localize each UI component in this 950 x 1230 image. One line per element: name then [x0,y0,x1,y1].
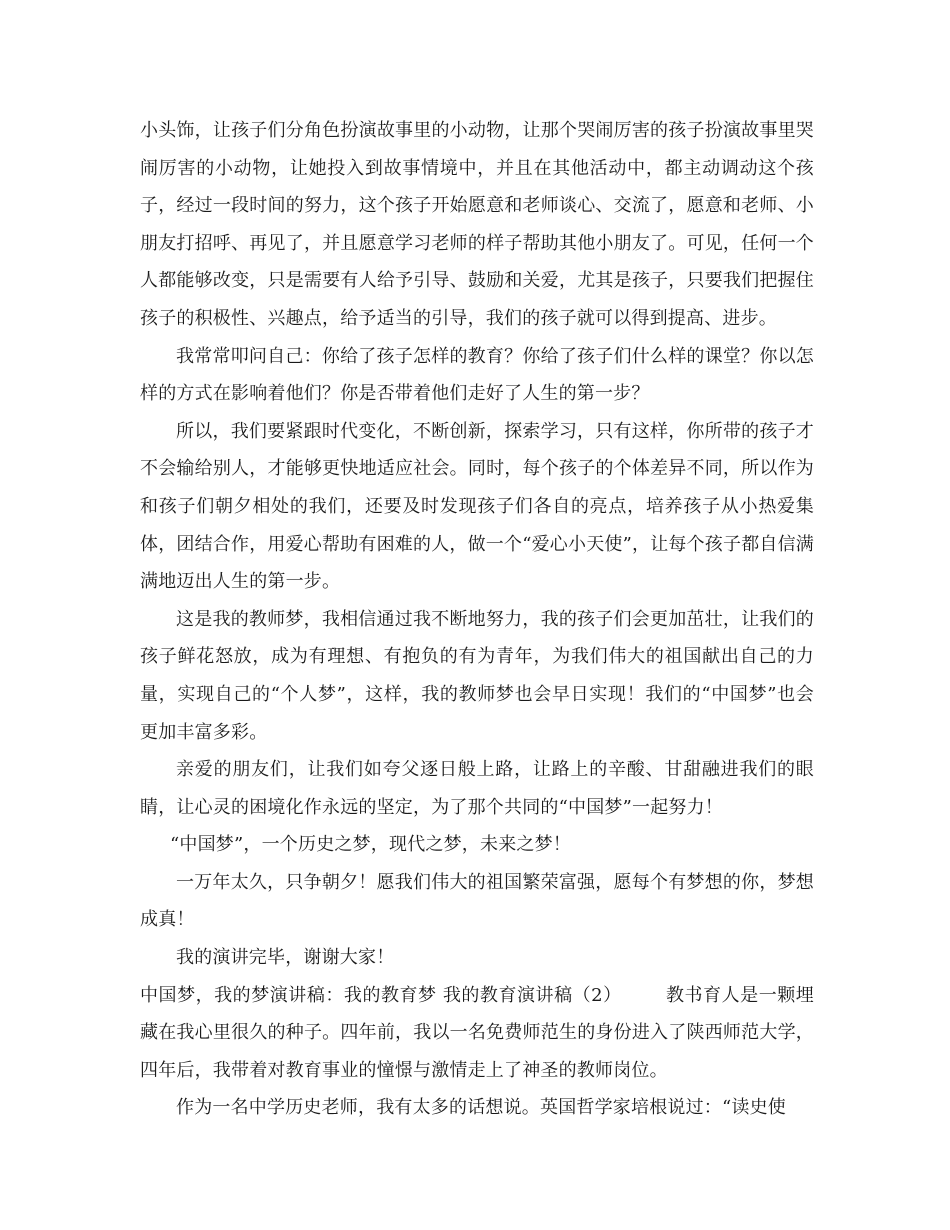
paragraph-china-dream: “中国梦”，一个历史之梦，现代之梦，未来之梦！ [170,834,572,856]
speech-opening: 教书育人是一颗埋藏在我心里很久的种子。四年前，我以一名免费师范生的身份进入了陕西师范大学，四年后，我带着对教育事业的憧憬与激情走上了神圣的教师岗位。 [140,984,814,1081]
paragraph-second-speech [140,977,814,1090]
speech-title: 中国梦，我的梦演讲稿：我的教育梦 我的教育演讲稿（2） [140,984,622,1006]
paragraph-dear-friends: 亲爱的朋友们，让我们如夸父逐日般上路，让路上的辛酸、甘甜融进我们的眼睛，让心灵的困境化作永远的坚定，为了那个共同的“中国梦”一起努力！ [140,759,814,818]
paragraph-speech-end: 我的演讲完毕，谢谢大家！ [176,947,395,969]
paragraph-continuation: 小头饰，让孩子们分角色扮演故事里的小动物，让那个哭闹厉害的孩子扮演故事里哭闹厉害的小动物，让她投入到故事情境中，并且在其他活动中，都主动调动这个孩子，经过一段时间的努力，这个孩子开始愿意和老师谈心、交流了，愿意和老师、小朋友打招呼、再见了，并且愿意学习老师的样子帮助其他小朋友了。可见，任何一个人都能够改变，只是需要有人给予引导、鼓励和关爱，尤其是孩子，只要我们把握住孩子的积极性、兴趣点，给予适当的引导，我们的孩子就可以得到提高、进步。 [140,120,814,329]
paragraph-keep-pace: 所以，我们要紧跟时代变化，不断创新，探索学习，只有这样，你所带的孩子才不会输给别人，才能够更快地适应社会。同时，每个孩子的个体差异不同，所以作为和孩子们朝夕相处的我们，还要及时发现孩子们各自的亮点，培养孩子从小热爱集体，团结合作，用爱心帮助有困难的人，做一个“爱心小天使”，让每个孩子都自信满满地迈出人生的第一步。 [140,420,815,593]
paragraph-history-teacher: 作为一名中学历史老师，我有太多的话想说。英国哲学家培根说过：“读史使 [176,1097,786,1119]
paragraph-self-question: 我常常叩问自己：你给了孩子怎样的教育？你给了孩子们什么样的课堂？你以怎样的方式在影响着他们？你是否带着他们走好了人生的第一步？ [140,345,814,405]
paragraph-ten-thousand-years: 一万年太久，只争朝夕！愿我们伟大的祖国繁荣富强，愿每个有梦想的你，梦想成真！ [140,871,814,931]
document-body [140,112,814,1127]
paragraph-teacher-dream: 这是我的教师梦，我相信通过我不断地努力，我的孩子们会更加茁壮，让我们的孩子鲜花怒放，成为有理想、有抱负的有为青年，为我们伟大的祖国献出自己的力量，实现自己的“个人梦”，这样，我的教师梦也会早日实现！我们的“中国梦”也会更加丰富多彩。 [140,608,814,743]
